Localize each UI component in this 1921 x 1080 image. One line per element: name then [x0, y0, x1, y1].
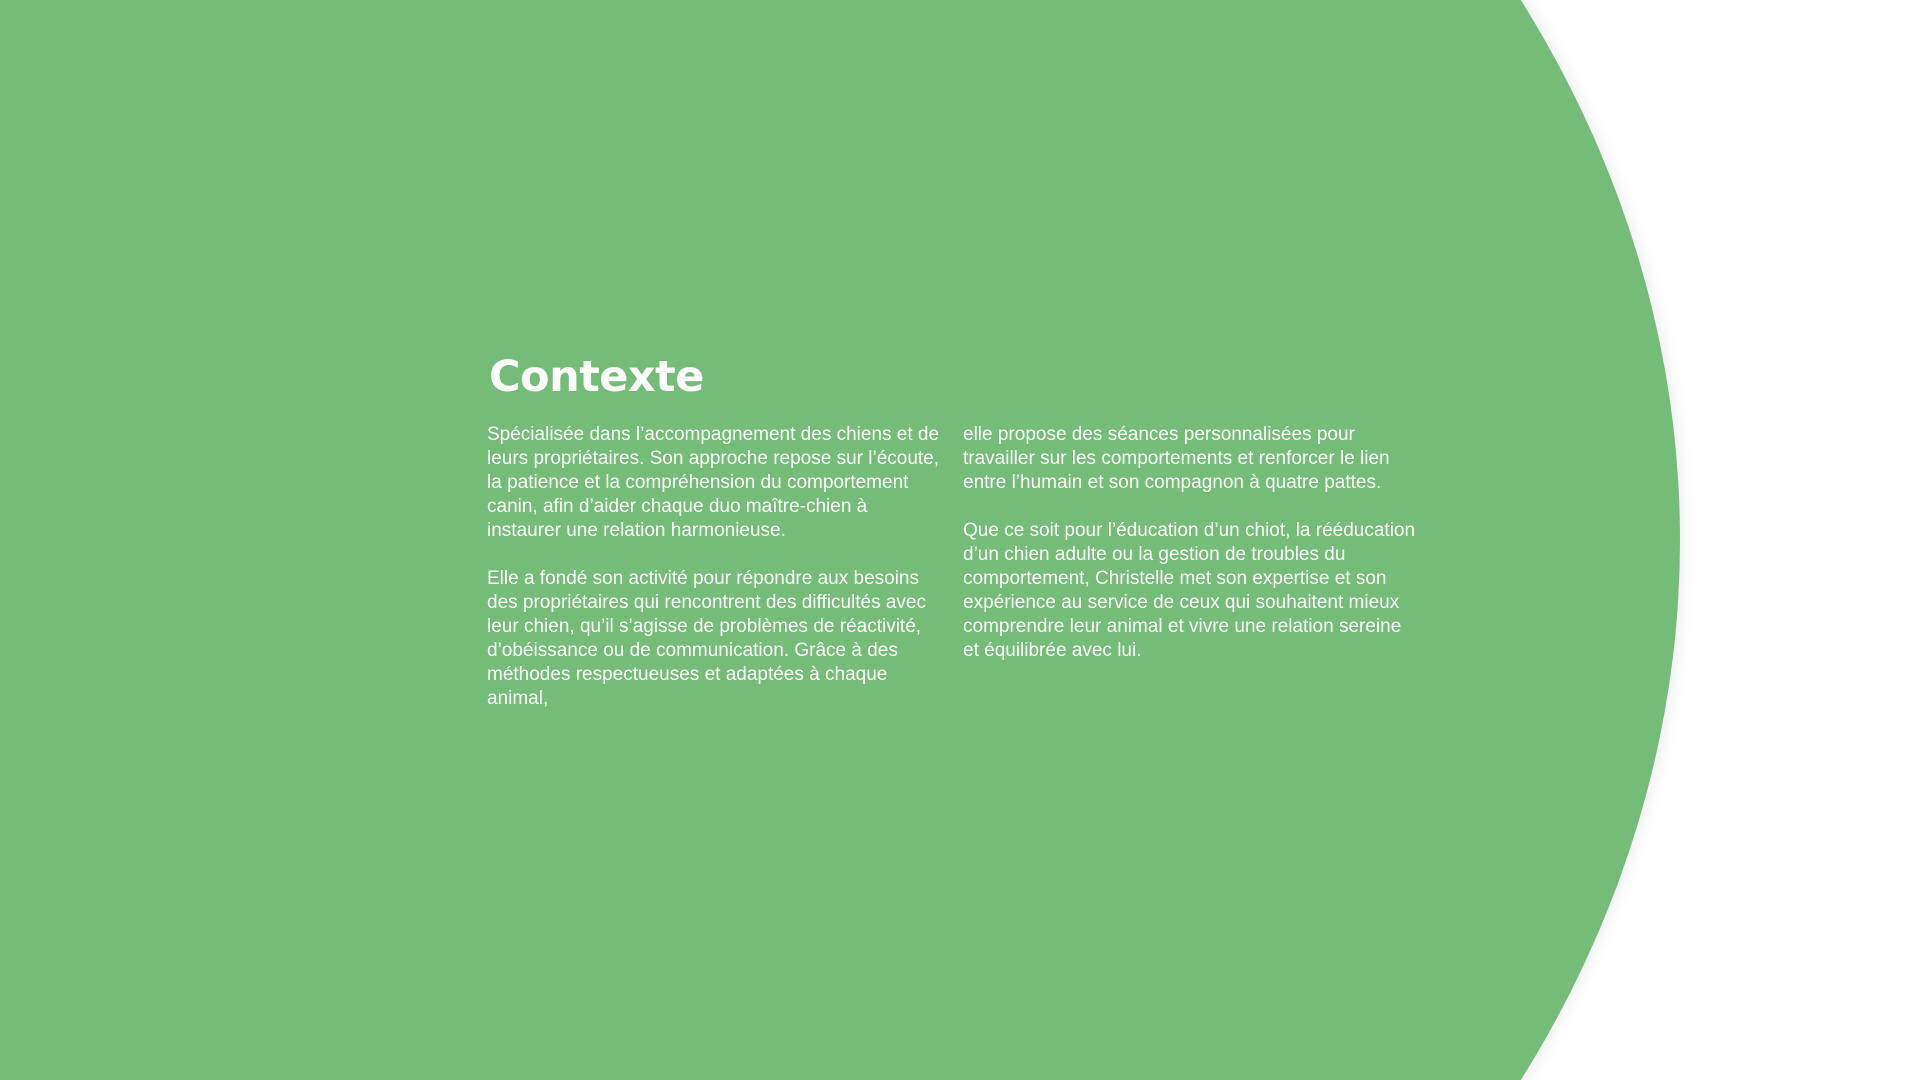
- left-paragraph-2: Elle a fondé son activité pour répondre aux besoins des propriétaires qui rencontrent des difficultés avec leur chien, qu’il s’agisse de problèmes de réactivité, d’obéissance ou de communication. Grâce à des méthodes respectueuses et adaptées à chaque animal,: [487, 568, 927, 709]
- right-paragraph-2: Que ce soit pour l’éducation d’un chiot, la rééducation d’un chien adulte ou la gestion de troubles du comportement, Christelle met son expertise et son expérience au service de ceux qui souhaitent mieux comprendre leur animal et vivre une relation sereine et équilibrée avec lui.: [963, 520, 1416, 661]
- right-paragraph-1: elle propose des séances personnalisées pour travailler sur les comportements et renforcer le lien entre l’humain et son compagnon à quatre pattes.: [963, 424, 1390, 493]
- right-column: [963, 423, 1417, 735]
- left-paragraph-1: Spécialisée dans l’accompagnement des chiens et de leurs propriétaires. Son approche repose sur l’écoute, la patience et la compréhension du comportement canin, afin d’aider chaque duo maître-chien à instaurer une relation harmonieuse.: [487, 424, 940, 541]
- text-columns: [487, 423, 1417, 735]
- section-title: Contexte: [489, 352, 704, 402]
- left-column: [487, 423, 941, 735]
- context-section: [487, 347, 1417, 735]
